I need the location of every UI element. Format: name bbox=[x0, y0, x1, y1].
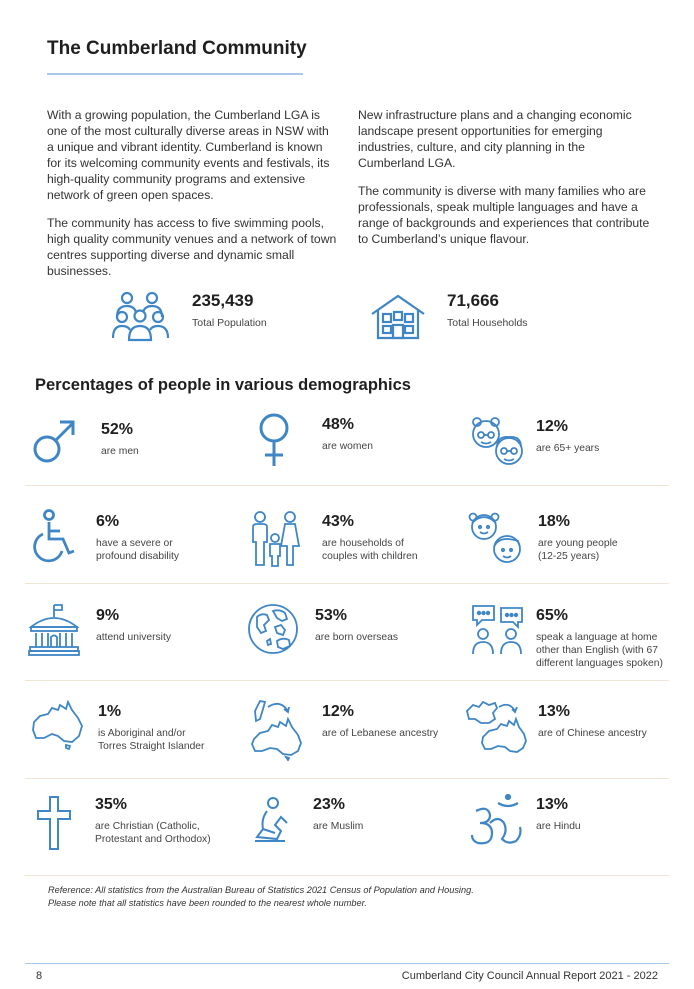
stat-christian bbox=[95, 796, 211, 846]
stat-percentage: 35% bbox=[95, 796, 128, 813]
male-symbol-icon bbox=[30, 417, 78, 467]
page-title: The Cumberland Community bbox=[47, 38, 307, 59]
china-australia-icon bbox=[465, 699, 529, 755]
title-underline bbox=[47, 73, 303, 75]
stat-chinese bbox=[538, 703, 647, 740]
stat-young-people bbox=[538, 513, 618, 563]
stat-description: is Aboriginal and/or Torres Straight Islander bbox=[98, 728, 205, 752]
stat-disability bbox=[96, 513, 179, 563]
om-symbol-icon bbox=[468, 793, 524, 849]
key-stat-label: Total Population bbox=[192, 317, 267, 329]
stat-percentage: 12% bbox=[536, 418, 569, 435]
cross-icon bbox=[36, 795, 72, 851]
stat-percentage: 13% bbox=[538, 703, 571, 720]
footer-title: Cumberland City Council Annual Report 2021 - 2022 bbox=[401, 970, 658, 982]
stat-languages bbox=[536, 607, 663, 670]
reference-line: Reference: All statistics from the Australian Bureau of Statistics 2021 Census of Population and Housing. bbox=[48, 885, 474, 895]
young-people-icon bbox=[466, 509, 526, 567]
praying-person-icon bbox=[253, 797, 297, 843]
row-divider bbox=[25, 778, 669, 779]
stat-description: are households of couples with children bbox=[322, 538, 418, 562]
stat-description: are born overseas bbox=[315, 632, 398, 643]
house-icon bbox=[370, 294, 426, 340]
stat-description: are of Chinese ancestry bbox=[538, 728, 647, 739]
stat-percentage: 9% bbox=[96, 607, 120, 624]
footer-divider bbox=[25, 963, 669, 964]
intro-left-column bbox=[47, 107, 337, 291]
intro-paragraph: New infrastructure plans and a changing economic landscape present opportunities for emerging industries, culture, and city planning in the Cumberland LGA. bbox=[358, 108, 632, 170]
stat-aboriginal bbox=[98, 703, 204, 753]
stat-university bbox=[96, 607, 171, 644]
stat-women bbox=[322, 416, 373, 453]
stat-description: are Muslim bbox=[313, 821, 364, 832]
lebanon-australia-icon bbox=[246, 699, 306, 761]
stat-percentage: 12% bbox=[322, 703, 355, 720]
row-divider bbox=[25, 875, 669, 876]
wheelchair-icon bbox=[33, 509, 77, 563]
stat-percentage: 53% bbox=[315, 607, 348, 624]
stat-percentage: 52% bbox=[101, 421, 134, 438]
female-symbol-icon bbox=[257, 412, 291, 468]
stat-description: are young people (12-25 years) bbox=[538, 538, 618, 562]
stat-description: are 65+ years bbox=[536, 443, 600, 454]
intro-paragraph: With a growing population, the Cumberland LGA is one of the most culturally diverse areas in NSW with a unique and vibrant identity. Cumberland is known for its welcoming community events and festivals, its high-quality community programs and extensive network of green open spaces. bbox=[47, 108, 330, 202]
university-icon bbox=[28, 603, 80, 657]
key-stat-value: 235,439 bbox=[192, 291, 254, 310]
stat-description: are women bbox=[322, 441, 373, 452]
stat-families bbox=[322, 513, 418, 563]
intro-paragraph: The community is diverse with many families who are professionals, speak multiple languages and have a range of backgrounds and experiences that contribute to Cumberland’s unique flavour. bbox=[358, 184, 650, 246]
key-stat-population bbox=[192, 291, 267, 329]
elderly-couple-icon bbox=[466, 414, 526, 468]
key-stat-label: Total Households bbox=[447, 317, 528, 329]
reference-note bbox=[48, 884, 474, 910]
key-stat-value: 71,666 bbox=[447, 291, 499, 310]
stat-percentage: 1% bbox=[98, 703, 122, 720]
stat-men bbox=[101, 421, 139, 458]
stat-percentage: 13% bbox=[536, 796, 569, 813]
stat-muslim bbox=[313, 796, 363, 833]
globe-icon bbox=[247, 603, 299, 655]
row-divider bbox=[25, 583, 669, 584]
section-title: Percentages of people in various demographics bbox=[35, 376, 411, 394]
stat-description: are of Lebanese ancestry bbox=[322, 728, 439, 739]
row-divider bbox=[25, 680, 669, 681]
stat-description: have a severe or profound disability bbox=[96, 538, 179, 562]
row-divider bbox=[25, 485, 669, 486]
family-icon bbox=[249, 510, 301, 568]
intro-paragraph: The community has access to five swimming pools, high quality community venues and a network of town centres supporting diverse and dynamic small businesses. bbox=[47, 216, 337, 278]
stat-percentage: 6% bbox=[96, 513, 120, 530]
stat-born-overseas bbox=[315, 607, 398, 644]
stat-percentage: 65% bbox=[536, 607, 569, 624]
stat-lebanese bbox=[322, 703, 438, 740]
stat-description: attend university bbox=[96, 632, 171, 643]
reference-line: Please note that all statistics have been rounded to the nearest whole number. bbox=[48, 898, 367, 908]
people-group-icon bbox=[112, 290, 174, 342]
stat-description: are Christian (Catholic, Protestant and Orthodox) bbox=[95, 821, 211, 845]
stat-hindu bbox=[536, 796, 581, 833]
australia-map-icon bbox=[30, 700, 84, 750]
stat-description: are men bbox=[101, 446, 139, 457]
stat-percentage: 43% bbox=[322, 513, 355, 530]
stat-description: speak a language at home other than English (with 67 different languages spoken) bbox=[536, 632, 663, 669]
stat-description: are Hindu bbox=[536, 821, 581, 832]
key-stat-households bbox=[447, 291, 528, 329]
page-number: 8 bbox=[36, 970, 43, 982]
stat-percentage: 23% bbox=[313, 796, 346, 813]
intro-right-column bbox=[358, 107, 650, 259]
stat-65plus bbox=[536, 418, 599, 455]
speech-bubbles-icon bbox=[470, 604, 526, 656]
stat-percentage: 18% bbox=[538, 513, 571, 530]
stat-percentage: 48% bbox=[322, 416, 355, 433]
